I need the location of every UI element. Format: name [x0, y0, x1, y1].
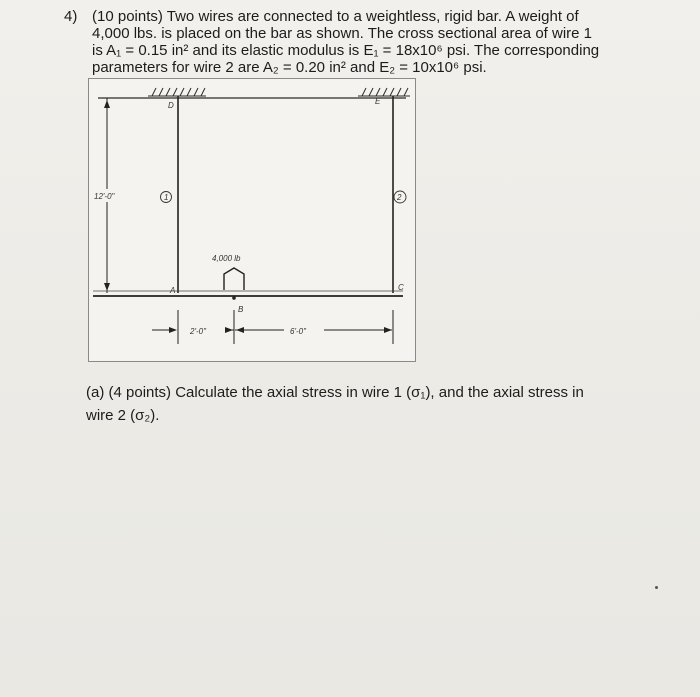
part-a-question	[86, 381, 656, 427]
label-E: E	[375, 97, 381, 106]
wire-2-label: 2	[397, 193, 402, 202]
problem-line-2: 4,000 lbs. is placed on the bar as shown. The cross sectional area of wire 1	[92, 25, 593, 42]
dim-right-label: 6'-0"	[290, 327, 306, 336]
problem-statement	[66, 8, 666, 76]
point-B-marker	[232, 296, 236, 300]
wire-1-label: 1	[164, 193, 169, 202]
dim-left-label: 2'-0"	[190, 327, 206, 336]
problem-number: 4)	[64, 8, 78, 25]
problem-line-1: (10 points) Two wires are connected to a weightless, rigid bar. A weight of	[92, 8, 579, 25]
stray-mark	[655, 586, 658, 589]
label-C: C	[398, 283, 404, 292]
label-A: A	[170, 286, 176, 295]
problem-line-4: parameters for wire 2 are A₂ = 0.20 in² and E₂ = 10x10⁶ psi.	[92, 59, 487, 76]
load-label: 4,000 lb	[212, 254, 241, 263]
problem-line-3: is A₁ = 0.15 in² and its elastic modulus is E₁ = 18x10⁶ psi. The corresponding	[92, 42, 600, 59]
wire-bar-diagram	[88, 78, 424, 364]
height-label: 12'-0"	[94, 192, 115, 201]
figure-frame	[89, 79, 416, 362]
label-D: D	[168, 101, 174, 110]
label-B: B	[238, 305, 244, 314]
part-a-line-2: wire 2 (σ₂).	[86, 407, 160, 424]
part-a-line-1: (a) (4 points) Calculate the axial stress in wire 1 (σ₁), and the axial stress in	[86, 384, 584, 401]
